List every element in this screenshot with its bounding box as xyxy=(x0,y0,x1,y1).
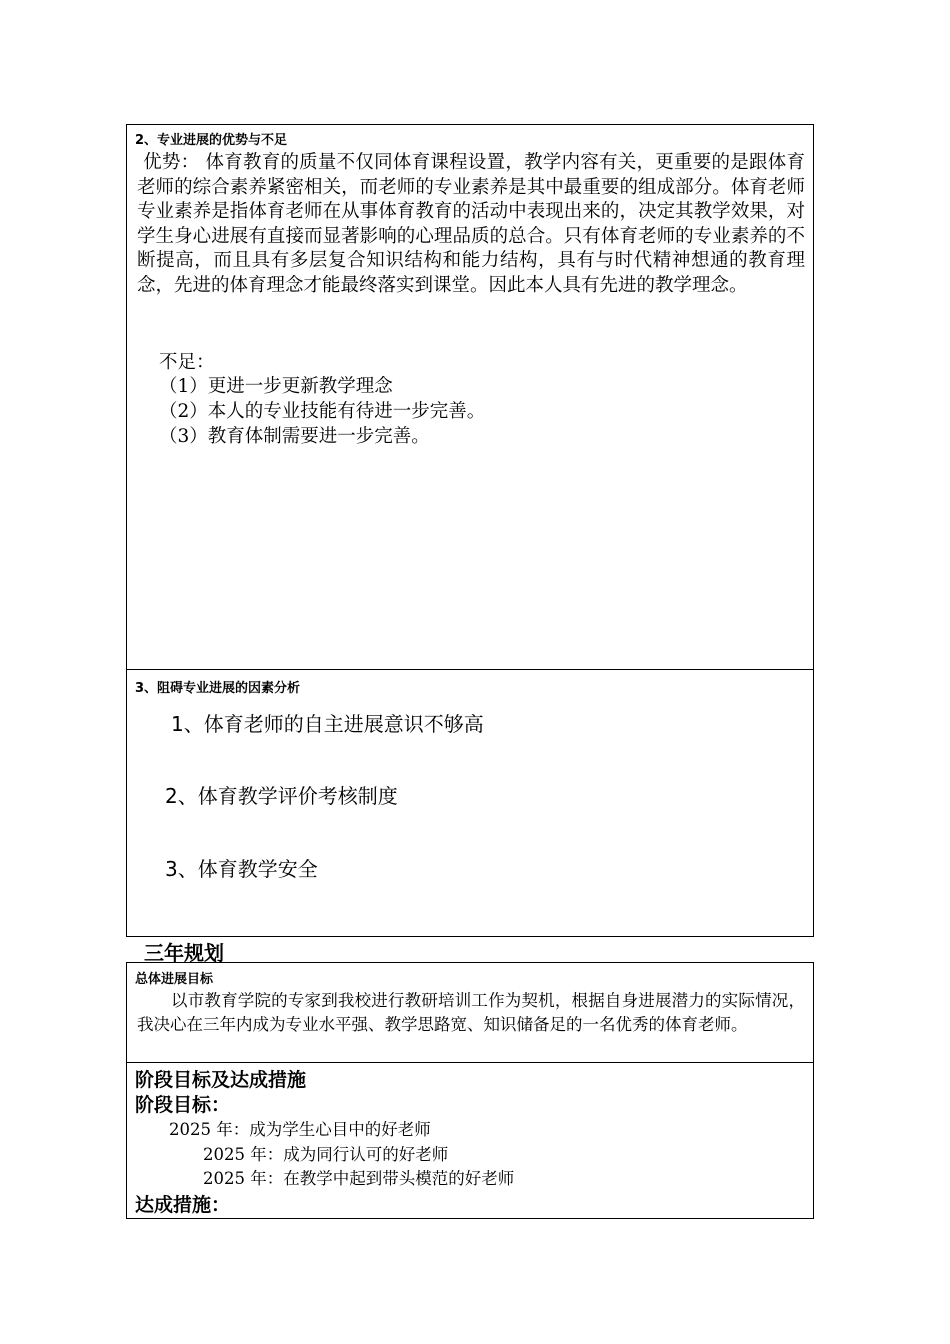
section-3-heading: 3、阻碍专业进展的因素分析 xyxy=(135,681,301,696)
goal-item: 2025 年：在教学中起到带头模范的好老师 xyxy=(203,1169,515,1188)
overall-goal-paragraph: 以市教育学院的专家到我校进行教研培训工作为契机，根据自身进展潜力的实际情况，我决心在三年内成为专业水平强、教学思路宽、知识储备足的一名优秀的体育老师。 xyxy=(137,991,805,1034)
section-3-box xyxy=(126,669,814,937)
stage-goals-heading: 阶段目标及达成措施 xyxy=(135,1069,307,1091)
shortcomings-label: 不足： xyxy=(159,352,215,373)
advantages-paragraph: 优势： 体育教育的质量不仅同体育课程设置，教学内容有关，更重要的是跟体育老师的综合素养紧密相关，而老师的专业素养是其中最重要的组成部分。体育老师专业素养是指体育老师在从事体育教育的活动中表现出来的，决定其教学效果，对学生身心进展有直接而显著影响的心理品质的总合。只有体育老师的专业素养的不断提高，而且具有多层复合知识结构和能力结构，具有与时代精神想通的教育理念，先进的体育理念才能最终落实到课堂。因此本人具有先进的教学理念。 xyxy=(137,152,805,296)
goal-item: 2025 年：成为学生心目中的好老师 xyxy=(169,1120,431,1139)
goals-label: 阶段目标： xyxy=(135,1094,231,1116)
factor-item: 3、体育教学安全 xyxy=(165,857,318,881)
measures-label: 达成措施： xyxy=(135,1194,231,1216)
overall-goal-heading: 总体进展目标 xyxy=(135,972,214,987)
section-2-box xyxy=(126,124,814,670)
plan-title: 三年规划 xyxy=(144,941,224,965)
factor-item: 1、体育老师的自主进展意识不够高 xyxy=(171,712,484,736)
shortcoming-item: （3）教育体制需要进一步完善。 xyxy=(159,426,430,447)
overall-goal-box xyxy=(126,962,814,1063)
factor-item: 2、体育教学评价考核制度 xyxy=(165,784,398,808)
stage-goals-box xyxy=(126,1062,814,1219)
goal-item: 2025 年：成为同行认可的好老师 xyxy=(203,1145,449,1164)
section-2-heading: 2、专业进展的优势与不足 xyxy=(135,133,288,148)
shortcoming-item: （1）更进一步更新教学理念 xyxy=(159,376,393,397)
shortcoming-item: （2）本人的专业技能有待进一步完善。 xyxy=(159,401,486,422)
